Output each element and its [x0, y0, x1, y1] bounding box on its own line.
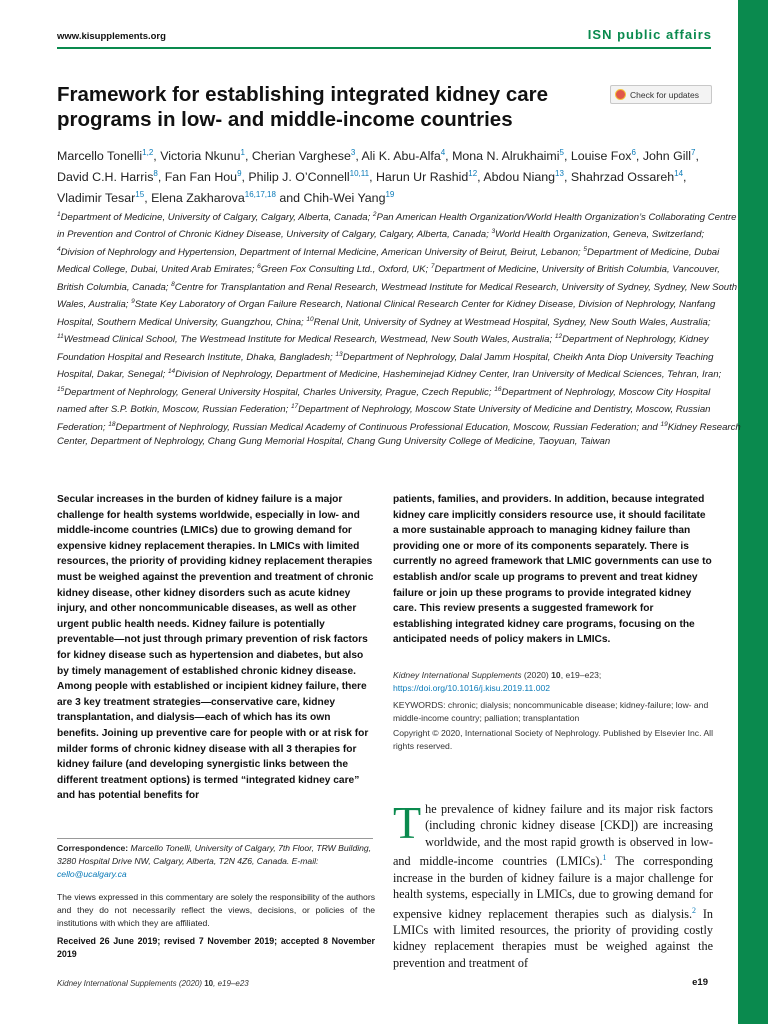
green-side-bar	[738, 0, 768, 1024]
affiliation-text: Pan American Health Organization/World Health Organization’s Collaborating Centre in Prevention and Control of Chronic Kidney Disease, University of Calgary, Calgary, Alberta, Canada;	[57, 212, 737, 241]
citation-volume: 10	[551, 670, 561, 680]
author-affiliation-link[interactable]: 14	[674, 169, 684, 179]
abstract-column-left: Secular increases in the burden of kidney failure is a major challenge for health systems worldwide, especially in low- and middle-income countries (LMICs) due to growing demand for expensive kidney replacement therapies. In LMICs with limited resources, the priority of providing kidney replacement therapies must be weighed against the prevention and treatment of chronic kidney disease, other kidney disorders such as acute kidney injury, and other noncommunicable diseases, as well as other urgent public health needs. Kidney failure is potentially preventable—not just through primary prevention of risk factors for kidney disease such as hypertension and diabetes, but also by timely management of established chronic kidney disease. Among people with established or incipient kidney failure, there are 3 key treatment strategies—conservative care, kidney transplantation, and dialysis—each of which has its own benefits. Joining up preventive care for people with or at risk for milder forms of chronic kidney disease with all 3 therapies for kidney failure (and developing synergistic links between the different treatment options) is termed “integrated kidney care” and has potential benefits for	[57, 494, 374, 802]
affiliation-text: Division of Nephrology and Hypertension, Department of Internal Medicine, American University of Beirut, Beirut, Lebanon;	[60, 247, 581, 259]
author-name: Mona N. Alrukhaimi	[452, 149, 560, 164]
affiliation-number: 6	[257, 263, 261, 271]
affiliation-text: World Health Organization, Geneva, Switzerland;	[495, 229, 705, 241]
author-affiliation-link[interactable]: 3	[350, 148, 356, 157]
author-affiliation-link[interactable]: 1	[240, 148, 245, 157]
author-name: Louise Fox	[570, 149, 632, 164]
affiliation-number: 13	[335, 350, 343, 358]
affiliation-number: 7	[430, 263, 435, 271]
affiliations	[57, 208, 741, 450]
affiliation-number: 16	[494, 385, 502, 393]
author-name: Abdou Niang	[483, 170, 556, 185]
header-rule	[57, 47, 711, 49]
citation-year: (2020)	[523, 670, 549, 680]
citation	[393, 669, 713, 695]
check-for-updates-label: Check for updates	[630, 89, 699, 100]
affiliation-number: 5	[583, 245, 588, 253]
author-name: Fan Fan Hou	[164, 170, 238, 185]
affiliation-number: 12	[554, 333, 563, 341]
affiliation-text: Department of Nephrology, Russian Medical Academy of Continuous Professional Education, Moscow, Russian Federation; and	[115, 422, 658, 433]
affiliation-number: 4	[57, 245, 61, 253]
keywords: KEYWORDS: chronic; dialysis; noncommunicable disease; kidney-failure; low- and middle-income country; palliation; transplantation	[393, 700, 709, 723]
author-name: Cherian Varghese	[251, 149, 351, 164]
correspondence	[57, 842, 375, 880]
author-joiner: and	[279, 191, 301, 206]
correspondence-email-link[interactable]: cello@ucalgary.ca	[57, 868, 127, 879]
affiliation-number: 9	[131, 298, 135, 306]
body-part-1: he prevalence of kidney failure and its major risk factors (including chronic kidney disease [CKD]) are increasing worldwide, and the most rapid growth is observed in low- and middle-income countries (LMICs).	[393, 802, 713, 869]
author-affiliation-link[interactable]: 12	[468, 169, 478, 179]
author-affiliation-link[interactable]: 10,11	[349, 169, 370, 179]
citation-doi-link[interactable]: https://doi.org/10.1016/j.kisu.2019.11.002	[393, 683, 551, 693]
affiliation-text: Renal Unit, University of Sydney at Westmead Hospital, Sydney, New South Wales, Australia;	[313, 317, 711, 329]
affiliation-text: Centre for Transplantation and Renal Research, Westmead Institute for Medical Research, University of Sydney, Sydney, New South Wales, Australia;	[57, 282, 738, 311]
author-affiliation-link[interactable]: 1,2	[142, 148, 154, 157]
section-tag: ISN public affairs	[587, 27, 712, 42]
received-dates: Received 26 June 2019; revised 7 November 2019; accepted 8 November 2019	[57, 936, 375, 959]
affiliation-text: Department of Nephrology, General University Hospital, Charles University, Prague, Czech Republic;	[64, 387, 492, 399]
affiliation-number: 17	[290, 403, 299, 411]
author-affiliation-link[interactable]: 5	[559, 148, 564, 157]
affiliation-number: 10	[306, 315, 314, 323]
footer-year: (2020)	[178, 979, 202, 988]
affiliation-number: 18	[108, 420, 116, 428]
author-name: Ali K. Abu-Alfa	[361, 149, 441, 164]
affiliation-text: Department of Medicine, Dubai Medical College, Dubai, United Arab Emirates;	[57, 247, 720, 276]
citation-pages: , e19–e23;	[560, 670, 602, 680]
author-affiliation-link[interactable]: 13	[555, 169, 564, 179]
author-affiliation-link[interactable]: 7	[691, 148, 696, 157]
author-name: Victoria Nkunu	[160, 149, 241, 164]
reference-2-link[interactable]: 2	[692, 905, 697, 915]
author-affiliation-link[interactable]: 8	[153, 169, 158, 179]
footer-volume: 10	[204, 979, 214, 988]
correspondence-label: Correspondence:	[57, 843, 129, 853]
author-affiliation-link[interactable]: 15	[135, 190, 145, 200]
affiliation-text: Department of Nephrology, Moscow State University of Medicine and Dentistry, Moscow, Russian Federation;	[57, 404, 711, 433]
author-name: Vladimir Tesar	[57, 191, 136, 206]
author-name: John Gill	[642, 149, 692, 164]
drop-cap: T	[393, 797, 422, 848]
check-for-updates-button[interactable]	[610, 85, 712, 104]
affiliation-number: 1	[57, 211, 61, 218]
article-title: Framework for establishing integrated kidney care programs in low- and middle-income countries	[57, 83, 549, 131]
author-name: Marcello Tonelli	[57, 149, 143, 164]
body-text	[393, 797, 714, 971]
affiliation-number: 19	[660, 420, 668, 428]
affiliation-text: Department of Nephrology, Dalal Jamm Hospital, Cheikh Anta Diop University Teaching Hospital, Dakar, Senegal;	[57, 352, 714, 381]
author-affiliation-link[interactable]: 4	[440, 148, 446, 157]
author-name: Chih-Wei Yang	[303, 191, 386, 206]
affiliation-text: Westmead Clinical School, The Westmead Institute for Medical Research, Westmead, New South Wales, Australia;	[63, 334, 553, 346]
author-affiliation-link[interactable]: 6	[631, 148, 636, 157]
disclaimer: The views expressed in this commentary are solely the responsibility of the authors and they do not necessarily reflect the views, decisions, or policies of the institutions with which they are affiliated.	[57, 892, 375, 928]
crossmark-icon	[615, 89, 626, 100]
affiliation-number: 2	[372, 211, 377, 218]
affiliation-text: State Key Laboratory of Organ Failure Research, National Clinical Research Center for Kidney Disease, Division of Nephrology, Nanfang Hospital, Southern Medical University, Guangzhou, China;	[57, 299, 716, 329]
footer-journal: Kidney International Supplements	[57, 979, 177, 988]
correspondence-rule	[57, 838, 373, 839]
copyright: Copyright © 2020, International Society of Nephrology. Published by Elsevier Inc. All rights reserved.	[393, 728, 713, 751]
body-part-2: The corresponding increase in the burden of kidney failure is a major challenge for health systems, especially in LMICs, due to growing demand for expensive kidney replacement therapies such as dialysis.	[393, 854, 713, 921]
author-affiliation-link[interactable]: 9	[237, 169, 242, 179]
affiliation-text: Department of Medicine, University of Calgary, Calgary, Alberta, Canada;	[60, 212, 371, 224]
affiliation-text: Department of Nephrology, Kidney Foundation Hospital and Research Institute, Dhaka, Bangladesh;	[57, 334, 709, 364]
author-name: David C.H. Harris	[57, 170, 154, 185]
affiliation-text: Kidney Research Center, Department of Nephrology, Chang Gung Memorial Hospital, Chang Gung University College of Medicine, Taoyuan, Taiwan	[57, 422, 741, 448]
affiliation-number: 14	[167, 368, 176, 376]
author-name: Philip J. O’Connell	[248, 170, 350, 185]
affiliation-number: 15	[57, 385, 65, 393]
footer-citation	[57, 979, 249, 988]
body-part-3: In LMICs with limited resources, the priority of providing costly kidney replacement therapies must be weighed against the prevention and treatment of	[393, 906, 714, 970]
site-url[interactable]: www.kisupplements.org	[57, 31, 166, 42]
citation-journal: Kidney International Supplements	[393, 670, 522, 680]
author-affiliation-link[interactable]: 16,17,18	[244, 190, 276, 200]
affiliation-text: Division of Nephrology, Department of Medicine, Hasheminejad Kidney Center, Iran University of Medical Sciences, Tehran, Iran;	[175, 369, 722, 381]
affiliation-number: 11	[57, 333, 64, 341]
abstract-column-right: patients, families, and providers. In addition, because integrated kidney care implicitly considers resource use, it should facilitate a more sustainable approach to managing kidney failure than providing one or more of its components separately. There is currently no agreed framework that LMIC governments can use to establish and/or scale up programs to prevent and treat kidney failure or join up these programs to provide integrated kidney care. This review presents a suggested framework for establishing integrated kidney care programs, focusing on the anticipated needs of policy makers in LMICs.	[393, 494, 712, 646]
reference-1-link[interactable]: 1	[602, 853, 607, 863]
author-affiliation-link[interactable]: 19	[385, 190, 395, 200]
page-number: e19	[692, 977, 708, 988]
author-name: Shahrzad Ossareh	[570, 170, 675, 185]
correspondence-text: Marcello Tonelli, University of Calgary, 7th Floor, TRW Building, 3280 Hospital Drive NW, Calgary, Alberta, T2N 4Z6, Canada. E-mail:	[57, 843, 372, 866]
author-name: Harun Ur Rashid	[375, 170, 469, 185]
footer-pages: , e19–e23	[213, 979, 249, 988]
affiliation-number: 3	[491, 228, 496, 236]
author-name: Elena Zakharova	[151, 191, 245, 206]
affiliation-text: Department of Medicine, University of British Columbia, Vancouver, British Columbia, Canada;	[57, 264, 720, 294]
affiliation-number: 8	[171, 280, 175, 288]
affiliation-text: Department of Nephrology, Moscow City Hospital named after S.P. Botkin, Moscow, Russian Federation;	[57, 387, 711, 416]
author-list: Marcello Tonelli$^{1,2}$, Victoria Nkunu$^1$, Cherian Varghese$^3$, Ali K. Abu-Alfa$^4$, Mona N. Alrukhaimi$^5$, Louise Fox$^6$, John Gill$^7$, David C.H. Harris$^8$, Fan Fan Hou$^9$, Philip J. O’Connell$^{10,11}$, Harun Ur Rashid$^{12}$, Abdou Niang$^{13}$, Shahrzad Ossareh$^{14}$, Vladimir Tesar$^{15}$, Elena Zakharova$^{16,17,18}$ and Chih-Wei Yang$^{19}$	[57, 148, 699, 206]
affiliation-text: Green Fox Consulting Ltd., Oxford, UK;	[260, 264, 429, 276]
